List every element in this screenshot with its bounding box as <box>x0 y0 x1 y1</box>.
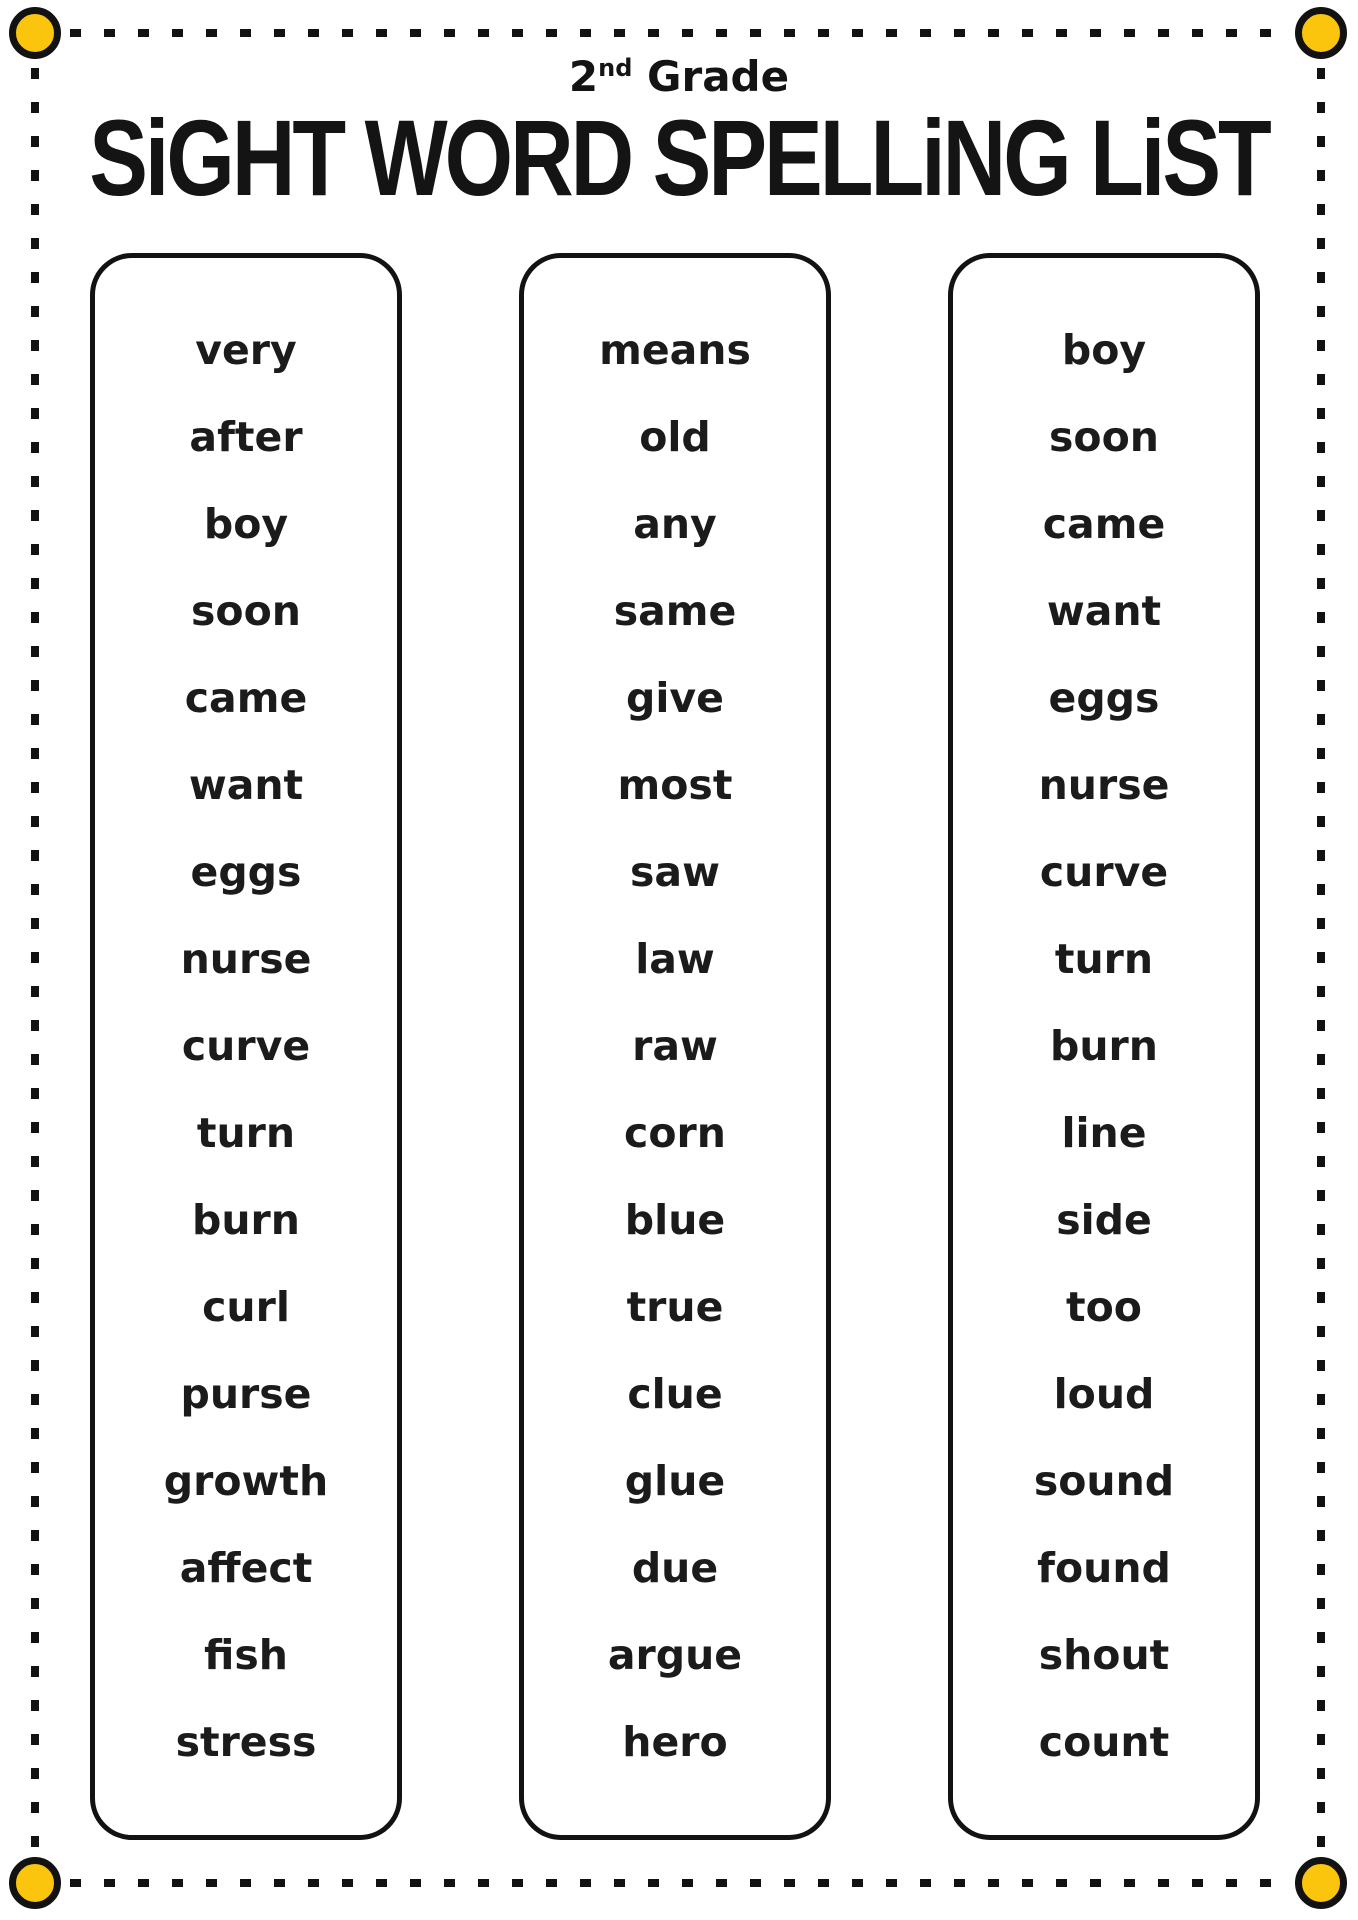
word-item: count <box>1038 1718 1170 1766</box>
word-item: came <box>1042 500 1166 548</box>
word-item: clue <box>627 1370 723 1418</box>
grade-spacer <box>632 52 647 101</box>
word-item: same <box>613 587 737 635</box>
grade-heading <box>0 52 1358 101</box>
word-list-column-1 <box>90 253 402 1840</box>
word-item: old <box>639 413 711 461</box>
word-item: raw <box>632 1022 718 1070</box>
word-item: purse <box>180 1370 312 1418</box>
word-item: blue <box>624 1196 726 1244</box>
grade-word: Grade <box>647 52 790 101</box>
word-item: side <box>1056 1196 1152 1244</box>
word-item: give <box>626 674 724 722</box>
word-item: turn <box>1054 935 1154 983</box>
word-item: stress <box>175 1718 317 1766</box>
word-item: most <box>617 761 733 809</box>
word-item: eggs <box>190 848 302 896</box>
word-item: hero <box>622 1718 728 1766</box>
dotted-border-left <box>31 68 39 1854</box>
corner-dot-bottom-right-icon <box>1295 1857 1347 1909</box>
dotted-border-bottom <box>70 1879 1288 1887</box>
word-item: shout <box>1038 1631 1170 1679</box>
word-item: true <box>626 1283 724 1331</box>
word-item: growth <box>163 1457 329 1505</box>
word-item: affect <box>179 1544 313 1592</box>
word-item: soon <box>1049 413 1159 461</box>
word-item: soon <box>191 587 301 635</box>
word-item: any <box>633 500 717 548</box>
word-item: boy <box>203 500 289 548</box>
page-title: SiGHT WORD SPELLiNG LiST <box>89 97 1269 218</box>
word-item: fish <box>204 1631 288 1679</box>
word-item: argue <box>607 1631 743 1679</box>
word-item: sound <box>1033 1457 1175 1505</box>
word-list-column-2 <box>519 253 831 1840</box>
word-item: nurse <box>1038 761 1170 809</box>
dotted-border-top <box>70 29 1288 37</box>
word-item: boy <box>1061 326 1147 374</box>
word-item: due <box>631 1544 719 1592</box>
word-item: too <box>1066 1283 1142 1331</box>
word-item: turn <box>196 1109 296 1157</box>
word-item: eggs <box>1048 674 1160 722</box>
grade-ordinal-suffix: nd <box>598 54 633 82</box>
dotted-border-right <box>1317 68 1325 1854</box>
word-item: curl <box>202 1283 290 1331</box>
word-item: corn <box>624 1109 726 1157</box>
word-item: means <box>599 326 751 374</box>
word-item: saw <box>630 848 720 896</box>
word-item: loud <box>1053 1370 1155 1418</box>
word-item: found <box>1037 1544 1171 1592</box>
word-item: after <box>189 413 303 461</box>
word-columns <box>90 253 1260 1840</box>
word-list-column-3 <box>948 253 1260 1840</box>
word-item: law <box>635 935 715 983</box>
word-item: came <box>184 674 308 722</box>
grade-number: 2 <box>568 52 599 101</box>
word-item: want <box>1046 587 1162 635</box>
word-item: burn <box>1050 1022 1158 1070</box>
corner-dot-bottom-left-icon <box>9 1857 61 1909</box>
word-item: glue <box>624 1457 726 1505</box>
word-item: curve <box>181 1022 311 1070</box>
word-item: burn <box>192 1196 300 1244</box>
word-item: curve <box>1039 848 1169 896</box>
word-item: want <box>188 761 304 809</box>
word-item: line <box>1061 1109 1147 1157</box>
word-item: very <box>195 326 297 374</box>
word-item: nurse <box>180 935 312 983</box>
